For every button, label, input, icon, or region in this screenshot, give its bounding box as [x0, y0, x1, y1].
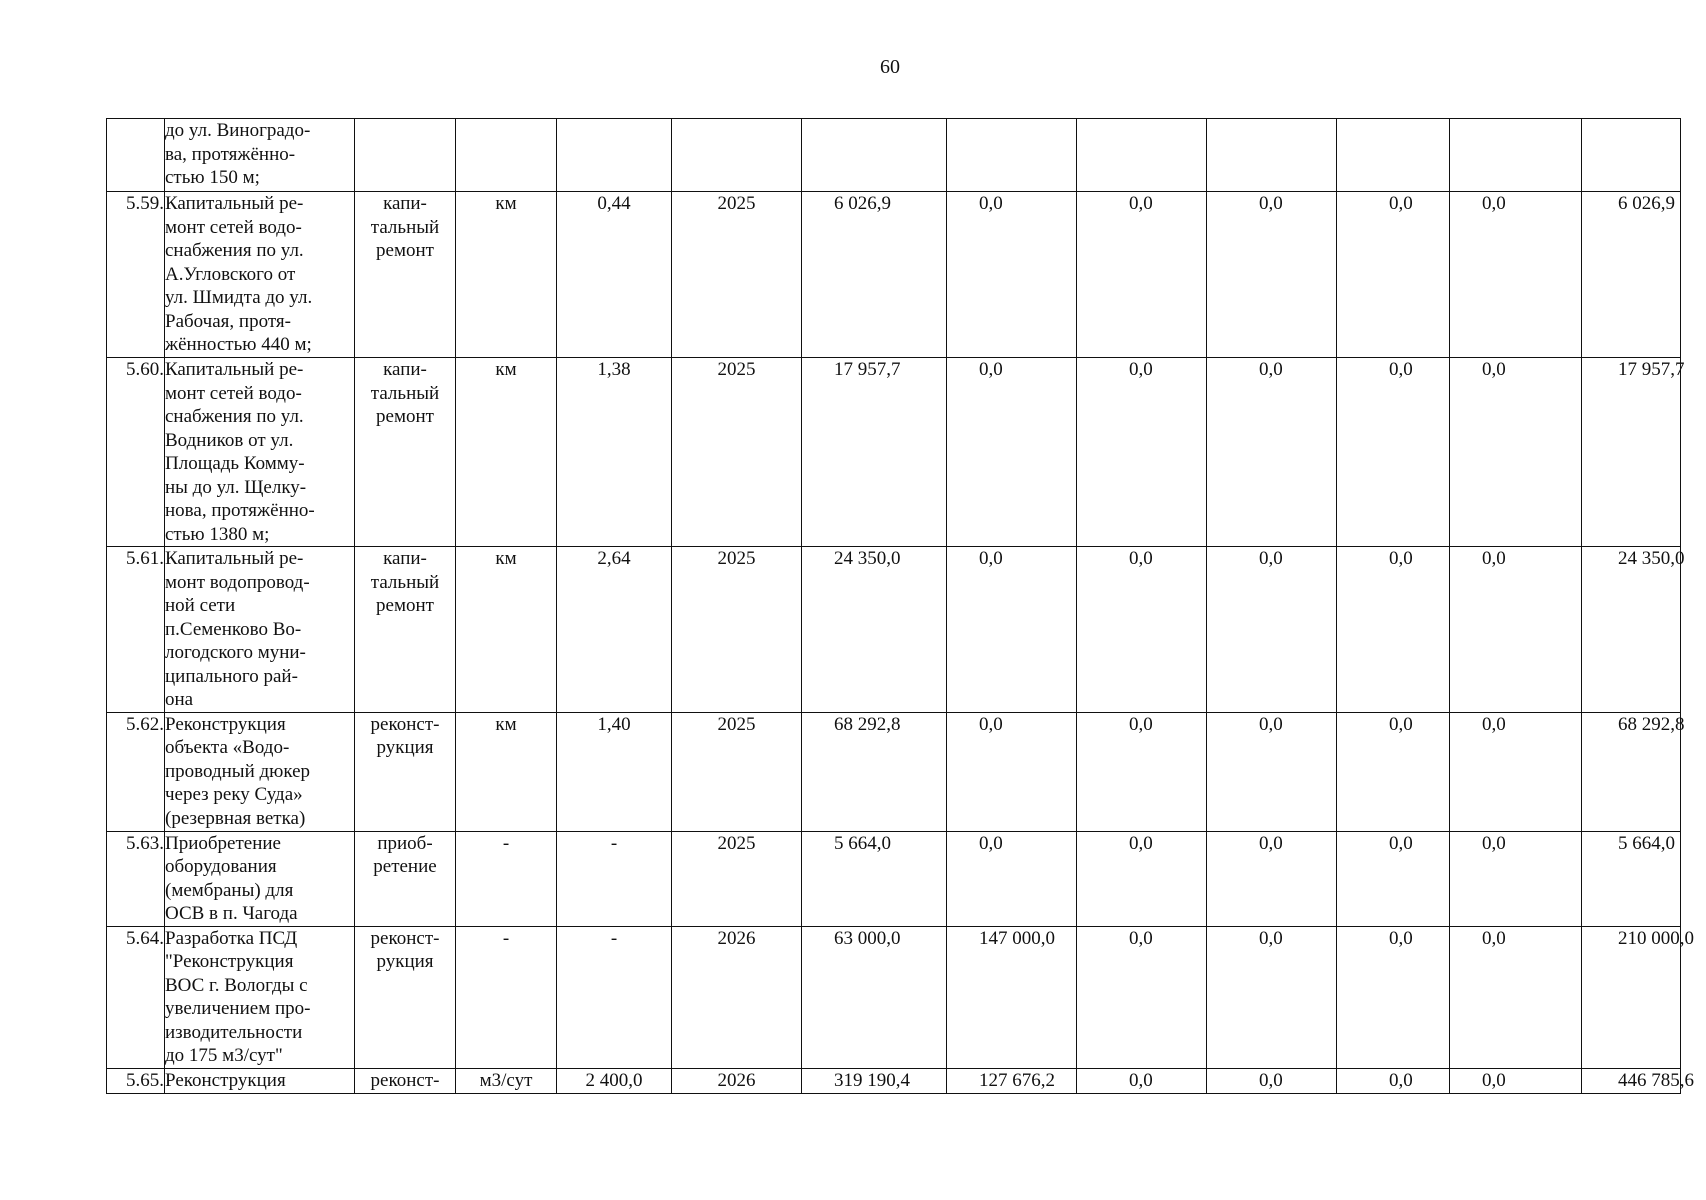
amount-value: 0,0: [979, 548, 1003, 569]
work-type-cell: [355, 547, 456, 713]
description-line: снабжения по ул.: [165, 406, 304, 427]
unit-cell: [456, 926, 557, 1068]
unit-value: -: [502, 927, 510, 949]
amount-cell: [1077, 547, 1207, 713]
amount-cell: [802, 547, 947, 713]
amount-cell: [1450, 1068, 1582, 1093]
amount-cell: [1582, 926, 1694, 1068]
amount-cell: [1450, 547, 1582, 713]
unit-cell: [456, 1068, 557, 1093]
row-number-cell: [107, 192, 165, 358]
work-type-line: ремонт: [376, 240, 434, 261]
description-line: монт сетей водо-: [165, 216, 302, 238]
capacity-cell: [557, 547, 672, 713]
description-line: до 175 м3/сут": [165, 1045, 283, 1066]
amount-value: 127 676,2: [979, 1069, 1055, 1091]
amount-value: 0,0: [979, 832, 1003, 854]
table-row: [107, 119, 1681, 192]
description-line: Капитальный ре-: [165, 548, 304, 569]
amount-value: 0,0: [979, 713, 1003, 735]
amount-cell: [947, 1068, 1077, 1093]
amount-value: 446 785,6: [1618, 1069, 1694, 1091]
description-line: проводный дюкер: [165, 760, 311, 782]
unit-cell: [456, 119, 557, 192]
amount-value: 0,0: [1482, 193, 1506, 214]
capacity-cell: [557, 192, 672, 358]
capacity-value: 1,38: [597, 359, 631, 380]
description-cell: [165, 926, 355, 1068]
table-row: [107, 926, 1681, 1068]
amount-cell: [1207, 712, 1337, 831]
amount-cell: [1450, 926, 1582, 1068]
row-number-cell: [107, 1068, 165, 1093]
description-line: стью 150 м;: [165, 167, 260, 188]
year-cell: [672, 192, 802, 358]
description-line: монт сетей водо-: [165, 382, 302, 404]
amount-value: 0,0: [1389, 193, 1413, 214]
amount-cell: [1450, 712, 1582, 831]
capacity-value: -: [610, 832, 618, 854]
amount-value: 0,0: [979, 359, 1003, 380]
row-number: 5.62.: [126, 713, 164, 735]
amount-value: 0,0: [1482, 713, 1506, 735]
capacity-value: 2 400,0: [585, 1069, 643, 1091]
amount-cell: [947, 547, 1077, 713]
work-type-cell: [355, 119, 456, 192]
unit-value: км: [495, 548, 517, 569]
table-row: [107, 1068, 1681, 1093]
amount-cell: [1077, 926, 1207, 1068]
capacity-value: 2,64: [597, 548, 631, 569]
unit-value: км: [495, 193, 517, 214]
amount-cell: [1450, 119, 1582, 192]
investment-table: [106, 118, 1694, 1094]
description-line: нова, протяжённо-: [165, 500, 315, 521]
amount-cell: [1582, 1068, 1694, 1093]
amount-cell: [1207, 358, 1337, 547]
amount-value: 17 957,7: [834, 359, 901, 380]
amount-cell: [1582, 119, 1681, 192]
unit-value: км: [495, 359, 517, 380]
description-cell: [165, 712, 355, 831]
work-type-line: реконст-: [370, 927, 440, 949]
description-line: стью 1380 м;: [165, 523, 270, 545]
capacity-cell: [557, 1068, 672, 1093]
amount-cell: [1582, 547, 1685, 713]
work-type-line: капи-: [383, 193, 427, 214]
amount-value: 0,0: [1129, 193, 1153, 214]
amount-cell: [1337, 831, 1450, 926]
year-cell: [672, 831, 802, 926]
amount-cell: [1207, 119, 1337, 192]
work-type-line: приоб-: [377, 832, 433, 854]
work-type-line: ремонт: [376, 406, 434, 427]
table-row: [107, 547, 1681, 713]
description-line: п.Семенково Во-: [165, 618, 302, 640]
description-line: (мембраны) для: [165, 879, 294, 901]
year-value: 2025: [717, 832, 756, 854]
amount-cell: [947, 192, 1077, 358]
year-value: 2025: [717, 548, 756, 569]
amount-cell: [1207, 926, 1337, 1068]
work-type-line: тальный: [370, 382, 440, 404]
amount-cell: [1207, 1068, 1337, 1093]
description-line: Капитальный ре-: [165, 359, 304, 380]
description-line: через реку Суда»: [165, 784, 303, 805]
year-value: 2025: [717, 359, 756, 380]
amount-value: 6 026,9: [834, 193, 891, 214]
description-line: логодского муни-: [165, 642, 306, 663]
amount-value: 68 292,8: [1618, 713, 1685, 735]
year-cell: [672, 712, 802, 831]
amount-value: 0,0: [1389, 927, 1413, 949]
row-number: 5.59.: [126, 193, 164, 214]
year-cell: [672, 547, 802, 713]
work-type-cell: [355, 358, 456, 547]
amount-value: 0,0: [1482, 548, 1506, 569]
amount-value: 5 664,0: [834, 832, 891, 854]
description-line: ВОС г. Вологды с: [165, 974, 308, 996]
description-line: Рабочая, протя-: [165, 310, 291, 332]
amount-value: 0,0: [1129, 927, 1153, 949]
amount-cell: [802, 831, 947, 926]
description-line: ной сети: [165, 595, 236, 616]
work-type-line: реконст-: [370, 1069, 440, 1091]
amount-cell: [947, 358, 1077, 547]
amount-value: 210 000,0: [1618, 927, 1694, 949]
capacity-cell: [557, 712, 672, 831]
description-line: "Реконструкция: [165, 951, 294, 972]
work-type-line: капи-: [383, 359, 427, 380]
amount-value: 0,0: [1389, 713, 1413, 735]
description-line: увеличением про-: [165, 998, 311, 1019]
amount-value: 6 026,9: [1618, 193, 1675, 214]
capacity-value: 1,40: [597, 713, 631, 735]
amount-value: 0,0: [1389, 359, 1413, 380]
description-cell: [165, 547, 355, 713]
row-number-cell: [107, 831, 165, 926]
description-line: ОСВ в п. Чагода: [165, 903, 298, 924]
amount-value: 0,0: [979, 193, 1003, 214]
description-cell: [165, 358, 355, 547]
description-line: Площадь Комму-: [165, 453, 305, 474]
amount-cell: [1337, 358, 1450, 547]
amount-cell: [802, 192, 947, 358]
row-number: 5.63.: [126, 832, 164, 854]
description-line: ны до ул. Щелку-: [165, 476, 307, 498]
description-line: Водников от ул.: [165, 429, 294, 451]
work-type-line: рукция: [376, 737, 434, 758]
amount-cell: [947, 926, 1077, 1068]
capacity-cell: [557, 119, 672, 192]
description-line: Реконструкция: [165, 1069, 286, 1091]
work-type-line: ретение: [373, 856, 437, 877]
description-line: Приобретение: [165, 832, 281, 854]
description-cell: [165, 1068, 355, 1093]
row-number-cell: [107, 926, 165, 1068]
work-type-cell: [355, 712, 456, 831]
description-cell: [165, 119, 355, 192]
row-number-cell: [107, 358, 165, 547]
amount-value: 63 000,0: [834, 927, 901, 949]
amount-cell: [802, 1068, 947, 1093]
table-row: [107, 358, 1681, 547]
amount-value: 5 664,0: [1618, 832, 1675, 854]
amount-value: 0,0: [1389, 832, 1413, 854]
description-cell: [165, 831, 355, 926]
row-number: 5.61.: [126, 548, 164, 569]
amount-value: 68 292,8: [834, 713, 901, 735]
work-type-line: реконст-: [370, 713, 440, 735]
amount-cell: [1207, 831, 1337, 926]
amount-value: 0,0: [1259, 713, 1283, 735]
description-line: Реконструкция: [165, 713, 286, 735]
amount-value: 24 350,0: [1618, 548, 1685, 569]
unit-cell: [456, 358, 557, 547]
amount-cell: [1077, 1068, 1207, 1093]
amount-value: 0,0: [1389, 1069, 1413, 1091]
amount-value: 0,0: [1129, 548, 1153, 569]
amount-cell: [802, 712, 947, 831]
amount-cell: [1337, 547, 1450, 713]
amount-cell: [802, 358, 947, 547]
unit-value: м3/сут: [479, 1069, 533, 1091]
amount-value: 0,0: [1259, 193, 1283, 214]
amount-cell: [947, 119, 1077, 192]
row-number: 5.60.: [126, 359, 164, 380]
amount-cell: [1582, 712, 1685, 831]
row-number: 5.64.: [126, 927, 164, 949]
unit-cell: [456, 547, 557, 713]
amount-cell: [1337, 119, 1450, 192]
description-line: ул. Шмидта до ул.: [165, 287, 313, 308]
year-value: 2025: [717, 193, 756, 214]
row-number: 5.65.: [126, 1069, 164, 1091]
year-cell: [672, 926, 802, 1068]
amount-cell: [1077, 358, 1207, 547]
amount-value: 0,0: [1129, 359, 1153, 380]
description-line: Капитальный ре-: [165, 193, 304, 214]
year-value: 2026: [717, 927, 756, 949]
work-type-line: рукция: [376, 951, 434, 972]
row-number-cell: [107, 712, 165, 831]
capacity-cell: [557, 926, 672, 1068]
year-value: 2025: [717, 713, 756, 735]
amount-cell: [802, 119, 947, 192]
amount-value: 0,0: [1129, 832, 1153, 854]
unit-cell: [456, 712, 557, 831]
amount-value: 0,0: [1259, 1069, 1283, 1091]
description-line: оборудования: [165, 856, 277, 877]
capacity-value: 0,44: [597, 193, 631, 214]
amount-value: 0,0: [1259, 832, 1283, 854]
year-value: 2026: [717, 1069, 756, 1091]
description-line: ципального рай-: [165, 665, 298, 687]
amount-cell: [1207, 192, 1337, 358]
amount-cell: [802, 926, 947, 1068]
description-line: монт водопровод-: [165, 571, 310, 593]
amount-cell: [1337, 926, 1450, 1068]
amount-cell: [1450, 358, 1582, 547]
year-cell: [672, 1068, 802, 1093]
amount-cell: [1582, 831, 1681, 926]
amount-value: 0,0: [1259, 548, 1283, 569]
unit-cell: [456, 192, 557, 358]
amount-cell: [1077, 831, 1207, 926]
amount-value: 0,0: [1482, 832, 1506, 854]
amount-value: 24 350,0: [834, 548, 901, 569]
amount-cell: [1077, 712, 1207, 831]
work-type-cell: [355, 192, 456, 358]
amount-value: 0,0: [1482, 1069, 1506, 1091]
amount-value: 0,0: [1482, 927, 1506, 949]
description-line: изводительности: [165, 1021, 303, 1043]
description-line: объекта «Водо-: [165, 737, 290, 758]
description-line: снабжения по ул.: [165, 240, 304, 261]
amount-cell: [1077, 119, 1207, 192]
amount-cell: [1337, 192, 1450, 358]
description-line: (резервная ветка): [165, 807, 306, 829]
capacity-cell: [557, 831, 672, 926]
amount-value: 147 000,0: [979, 927, 1055, 949]
amount-value: 0,0: [1129, 1069, 1153, 1091]
amount-value: 0,0: [1482, 359, 1506, 380]
amount-value: 0,0: [1129, 713, 1153, 735]
row-number-cell: [107, 119, 165, 192]
description-line: А.Угловского от: [165, 263, 296, 285]
capacity-cell: [557, 358, 672, 547]
amount-value: 0,0: [1259, 359, 1283, 380]
amount-cell: [1337, 1068, 1450, 1093]
amount-cell: [1337, 712, 1450, 831]
amount-cell: [1077, 192, 1207, 358]
table-row: [107, 831, 1681, 926]
work-type-line: капи-: [383, 548, 427, 569]
amount-cell: [1582, 358, 1685, 547]
description-line: она: [165, 689, 194, 710]
amount-value: 17 957,7: [1618, 359, 1685, 380]
work-type-cell: [355, 1068, 456, 1093]
unit-cell: [456, 831, 557, 926]
table-row: [107, 712, 1681, 831]
amount-value: 0,0: [1259, 927, 1283, 949]
description-line: до ул. Виноградо-: [165, 120, 311, 141]
amount-cell: [947, 831, 1077, 926]
year-cell: [672, 119, 802, 192]
year-cell: [672, 358, 802, 547]
work-type-line: ремонт: [376, 595, 434, 616]
unit-value: км: [495, 713, 517, 735]
work-type-cell: [355, 831, 456, 926]
work-type-line: тальный: [370, 571, 440, 593]
description-line: Разработка ПСД: [165, 927, 298, 949]
table-row: [107, 192, 1681, 358]
unit-value: -: [502, 832, 510, 854]
description-line: жённостью 440 м;: [165, 334, 312, 355]
row-number-cell: [107, 547, 165, 713]
amount-cell: [947, 712, 1077, 831]
capacity-value: -: [610, 927, 618, 949]
work-type-line: тальный: [370, 216, 440, 238]
work-type-cell: [355, 926, 456, 1068]
amount-cell: [1450, 831, 1582, 926]
page-number: 60: [880, 56, 900, 78]
amount-cell: [1207, 547, 1337, 713]
description-cell: [165, 192, 355, 358]
amount-value: 319 190,4: [834, 1069, 910, 1091]
amount-cell: [1582, 192, 1681, 358]
amount-cell: [1450, 192, 1582, 358]
amount-value: 0,0: [1389, 548, 1413, 569]
description-line: ва, протяжённо-: [165, 143, 296, 165]
